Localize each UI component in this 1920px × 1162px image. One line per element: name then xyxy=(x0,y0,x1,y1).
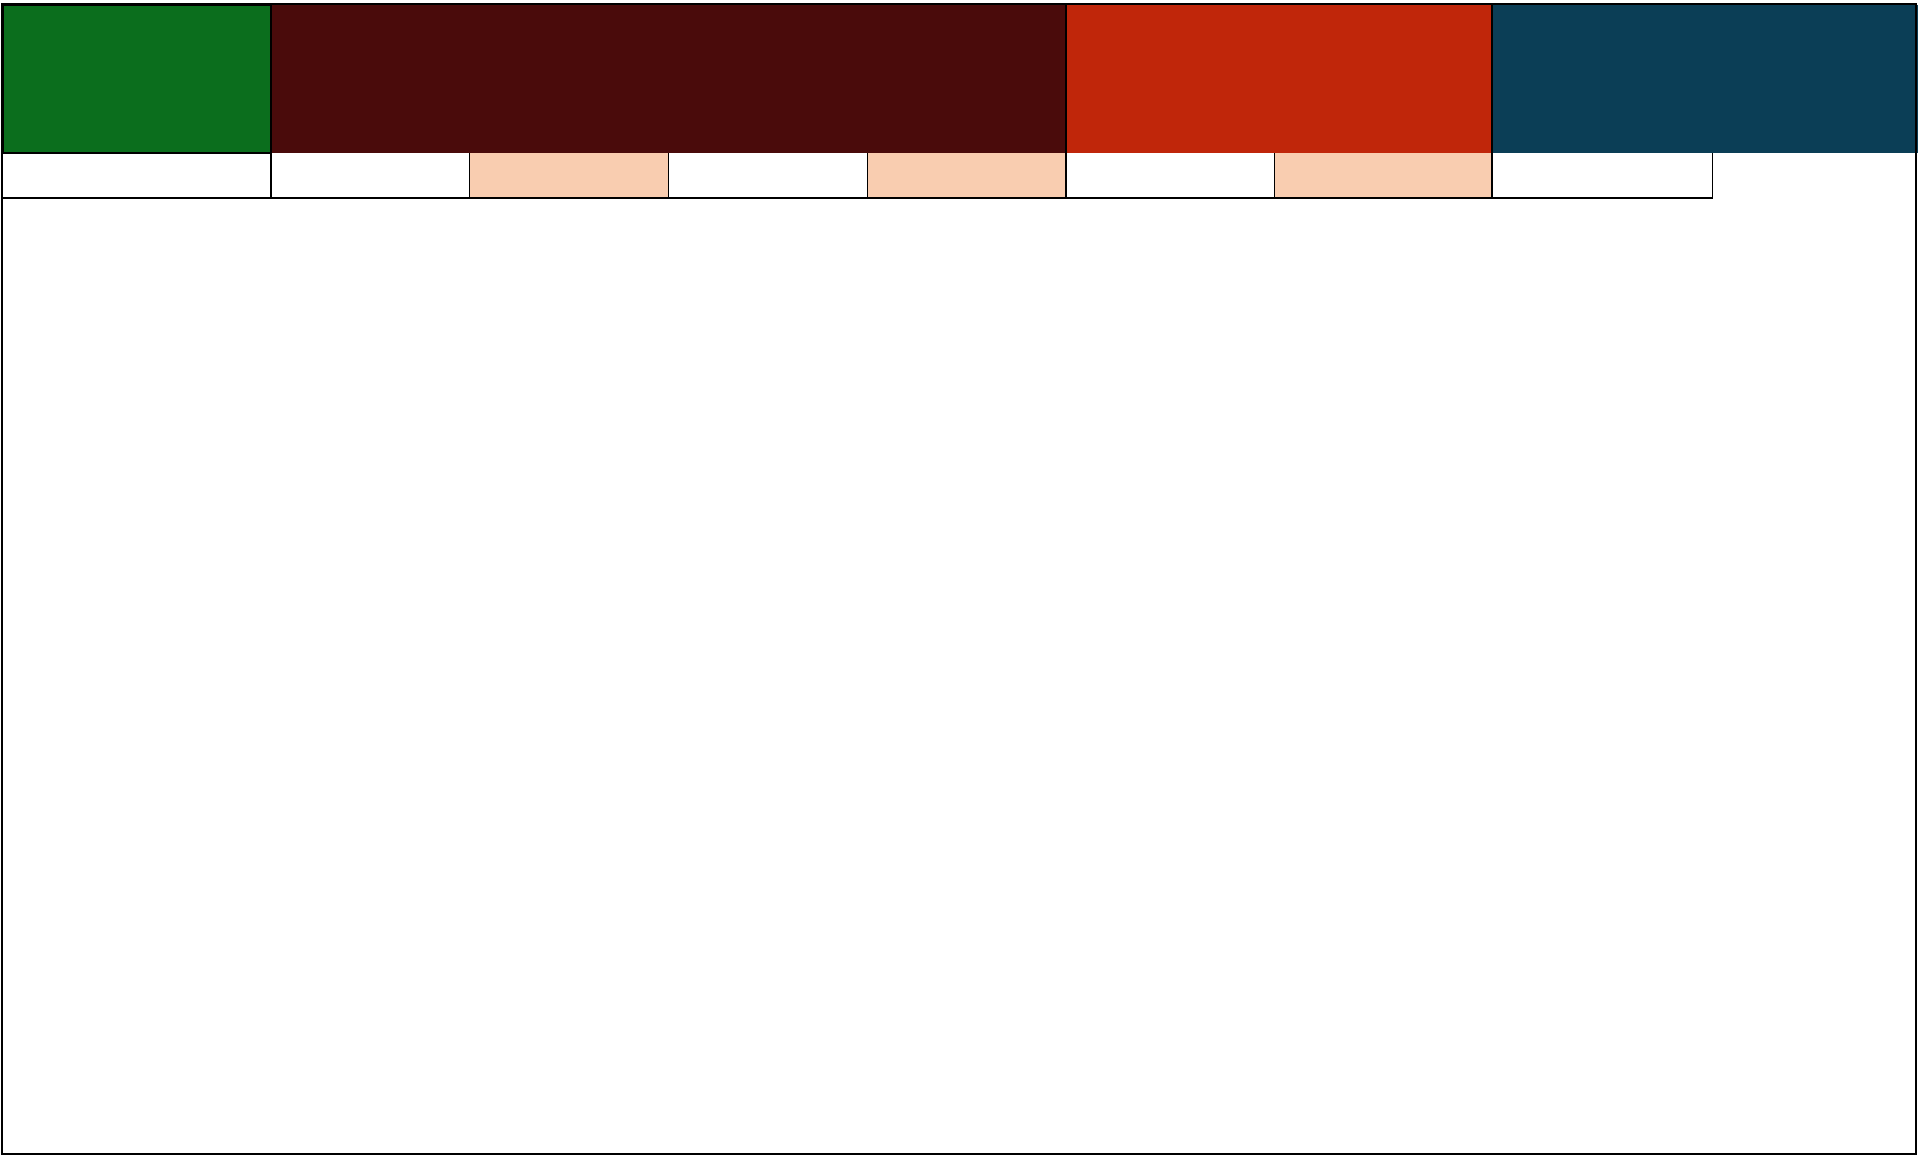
group-header-adults xyxy=(271,153,469,198)
season-high-title xyxy=(271,5,1066,55)
season-low-title xyxy=(1492,5,1918,55)
price-table xyxy=(2,4,1918,199)
group-header-kids xyxy=(469,153,668,198)
group-header-adults xyxy=(668,153,867,198)
group-header-kids xyxy=(1274,153,1492,198)
group-header-kids xyxy=(867,153,1066,198)
period-mid xyxy=(1066,55,1492,153)
period-high-1 xyxy=(271,55,668,153)
resort-name xyxy=(3,5,271,153)
period-low xyxy=(1492,55,1918,153)
group-header-adults xyxy=(1066,153,1274,198)
group-row-spacer xyxy=(3,153,271,198)
group-header-adults xyxy=(1492,153,1712,198)
period-high-2 xyxy=(668,55,1066,153)
season-mid-title xyxy=(1066,5,1492,55)
